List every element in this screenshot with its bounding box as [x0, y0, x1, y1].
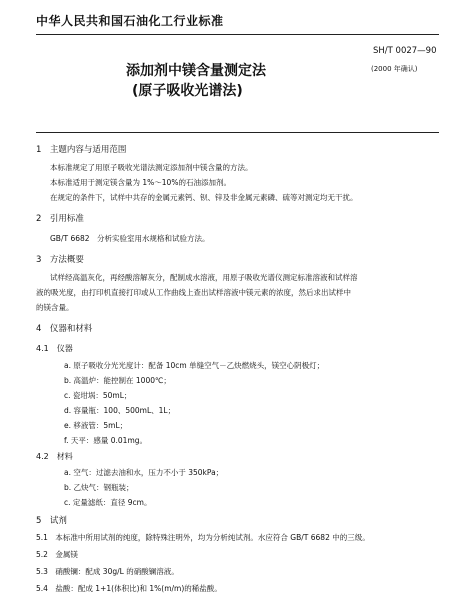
instrument-item: d. 容量瓶：100、500mL、1L； — [64, 406, 176, 415]
instrument-item: a. 原子吸收分光光度计：配备 10cm 单缝空气－乙炔燃烧头，镁空心阴极灯； — [64, 361, 325, 370]
section-5-heading: 5 试剂 — [36, 516, 67, 526]
section-1-p3: 在规定的条件下，试样中共存的金属元素钙、钡、锌及非金属元素磷、硫等对测定均无干扰。 — [50, 193, 358, 202]
org-header: 中华人民共和国石油化工行业标准 — [36, 14, 224, 28]
material-item: b. 乙炔气：钢瓶装； — [64, 483, 134, 492]
section-3-heading: 3 方法概要 — [36, 255, 84, 265]
header-rule — [36, 34, 439, 35]
section-1-p2: 本标准适用于测定镁含量为 1%～10%的石油添加剂。 — [50, 178, 231, 187]
section-2-heading: 2 引用标准 — [36, 214, 84, 224]
document-subtitle: (原子吸收光谱法) — [132, 83, 243, 99]
section-4-1-heading: 4.1 仪器 — [36, 344, 73, 353]
instrument-item: e. 移液管：5mL； — [64, 421, 128, 430]
title-rule — [36, 132, 439, 133]
section-3-p3: 的镁含量。 — [36, 303, 74, 312]
section-1-heading: 1 主题内容与适用范围 — [36, 145, 127, 155]
material-item: c. 定量滤纸：直径 9cm。 — [64, 498, 152, 507]
section-4-heading: 4 仪器和材料 — [36, 324, 93, 334]
document-title: 添加剂中镁含量测定法 — [126, 63, 266, 79]
section-1-p1: 本标准规定了用原子吸收光谱法测定添加剂中镁含量的方法。 — [50, 163, 253, 172]
reagent-line: 5.1 本标准中所用试剂的纯度，除特殊注明外，均为分析纯试剂。水应符合 GB/T 6682 中的三级。 — [36, 533, 370, 542]
reagent-line: 5.2 金属镁 — [36, 550, 78, 559]
section-2-p1: GB/T 6682 分析实验室用水规格和试验方法。 — [50, 234, 210, 243]
reagent-line: 5.4 盐酸：配成 1+1(体积比)和 1%(m/m)的稀盐酸。 — [36, 584, 222, 593]
revision-note: (2000 年确认) — [371, 65, 418, 73]
instrument-item: c. 瓷坩埚：50mL； — [64, 391, 132, 400]
instrument-item: b. 高温炉：能控制在 1000℃； — [64, 376, 171, 385]
material-item: a. 空气：过滤去油和水，压力不小于 350kPa； — [64, 468, 224, 477]
section-3-p1: 试样经高温灰化，再经酸溶解灰分，配制成水溶液，用原子吸收光谱仪测定标准溶液和试样溶 — [50, 273, 358, 282]
reagent-line: 5.3 硝酸镧：配成 30g/L 的硝酸镧溶液。 — [36, 567, 179, 576]
instrument-item: f. 天平：感量 0.01mg。 — [64, 436, 148, 445]
section-3-p2: 液的吸光度，由打印机直接打印或从工作曲线上查出试样溶液中镁元素的浓度，然后求出试样中 — [36, 288, 351, 297]
section-4-2-heading: 4.2 材料 — [36, 452, 73, 461]
standard-number: SH/T 0027—90 — [373, 46, 437, 56]
